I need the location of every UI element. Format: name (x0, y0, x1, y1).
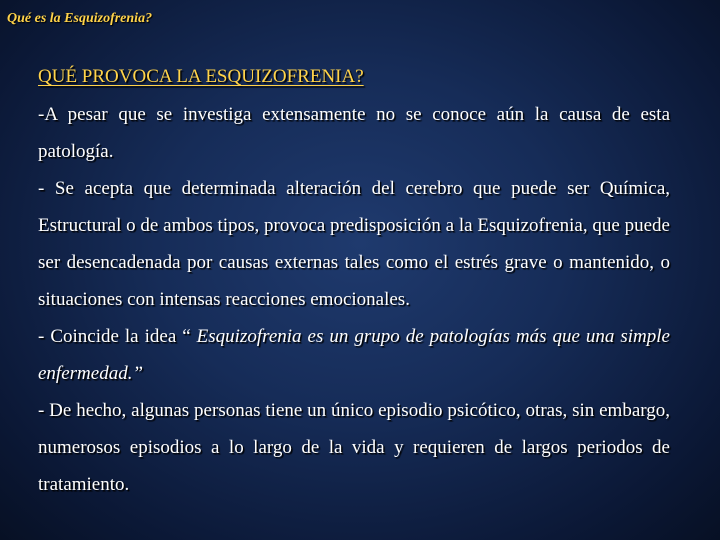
paragraph-cause-unknown: -A pesar que se investiga extensamente no se conoce aún la causa de esta patología. (38, 104, 670, 162)
idea-quote: Esquizofrenia es un grupo de patologías más que una simple enfermedad.” (38, 326, 670, 384)
slide-content (38, 60, 670, 503)
slide-header: Qué es la Esquizofrenia? (7, 11, 153, 26)
paragraph-episodes: - De hecho, algunas personas tiene un único episodio psicótico, otras, sin embargo, numerosos episodios a lo largo de la vida y requieren de largos periodos de tratamiento. (38, 400, 670, 495)
paragraph-idea (38, 318, 670, 392)
slide-title: QUÉ PROVOCA LA ESQUIZOFRENIA? (38, 66, 364, 87)
paragraph-brain-alteration: - Se acepta que determinada alteración del cerebro que puede ser Química, Estructural o de ambos tipos, provoca predisposición a la Esquizofrenia, que puede ser desencadenada por causas externas tales como el estrés grave o mantenido, o situaciones con intensas reacciones emocionales. (38, 178, 670, 310)
idea-prefix: - Coincide la idea “ (38, 326, 197, 347)
